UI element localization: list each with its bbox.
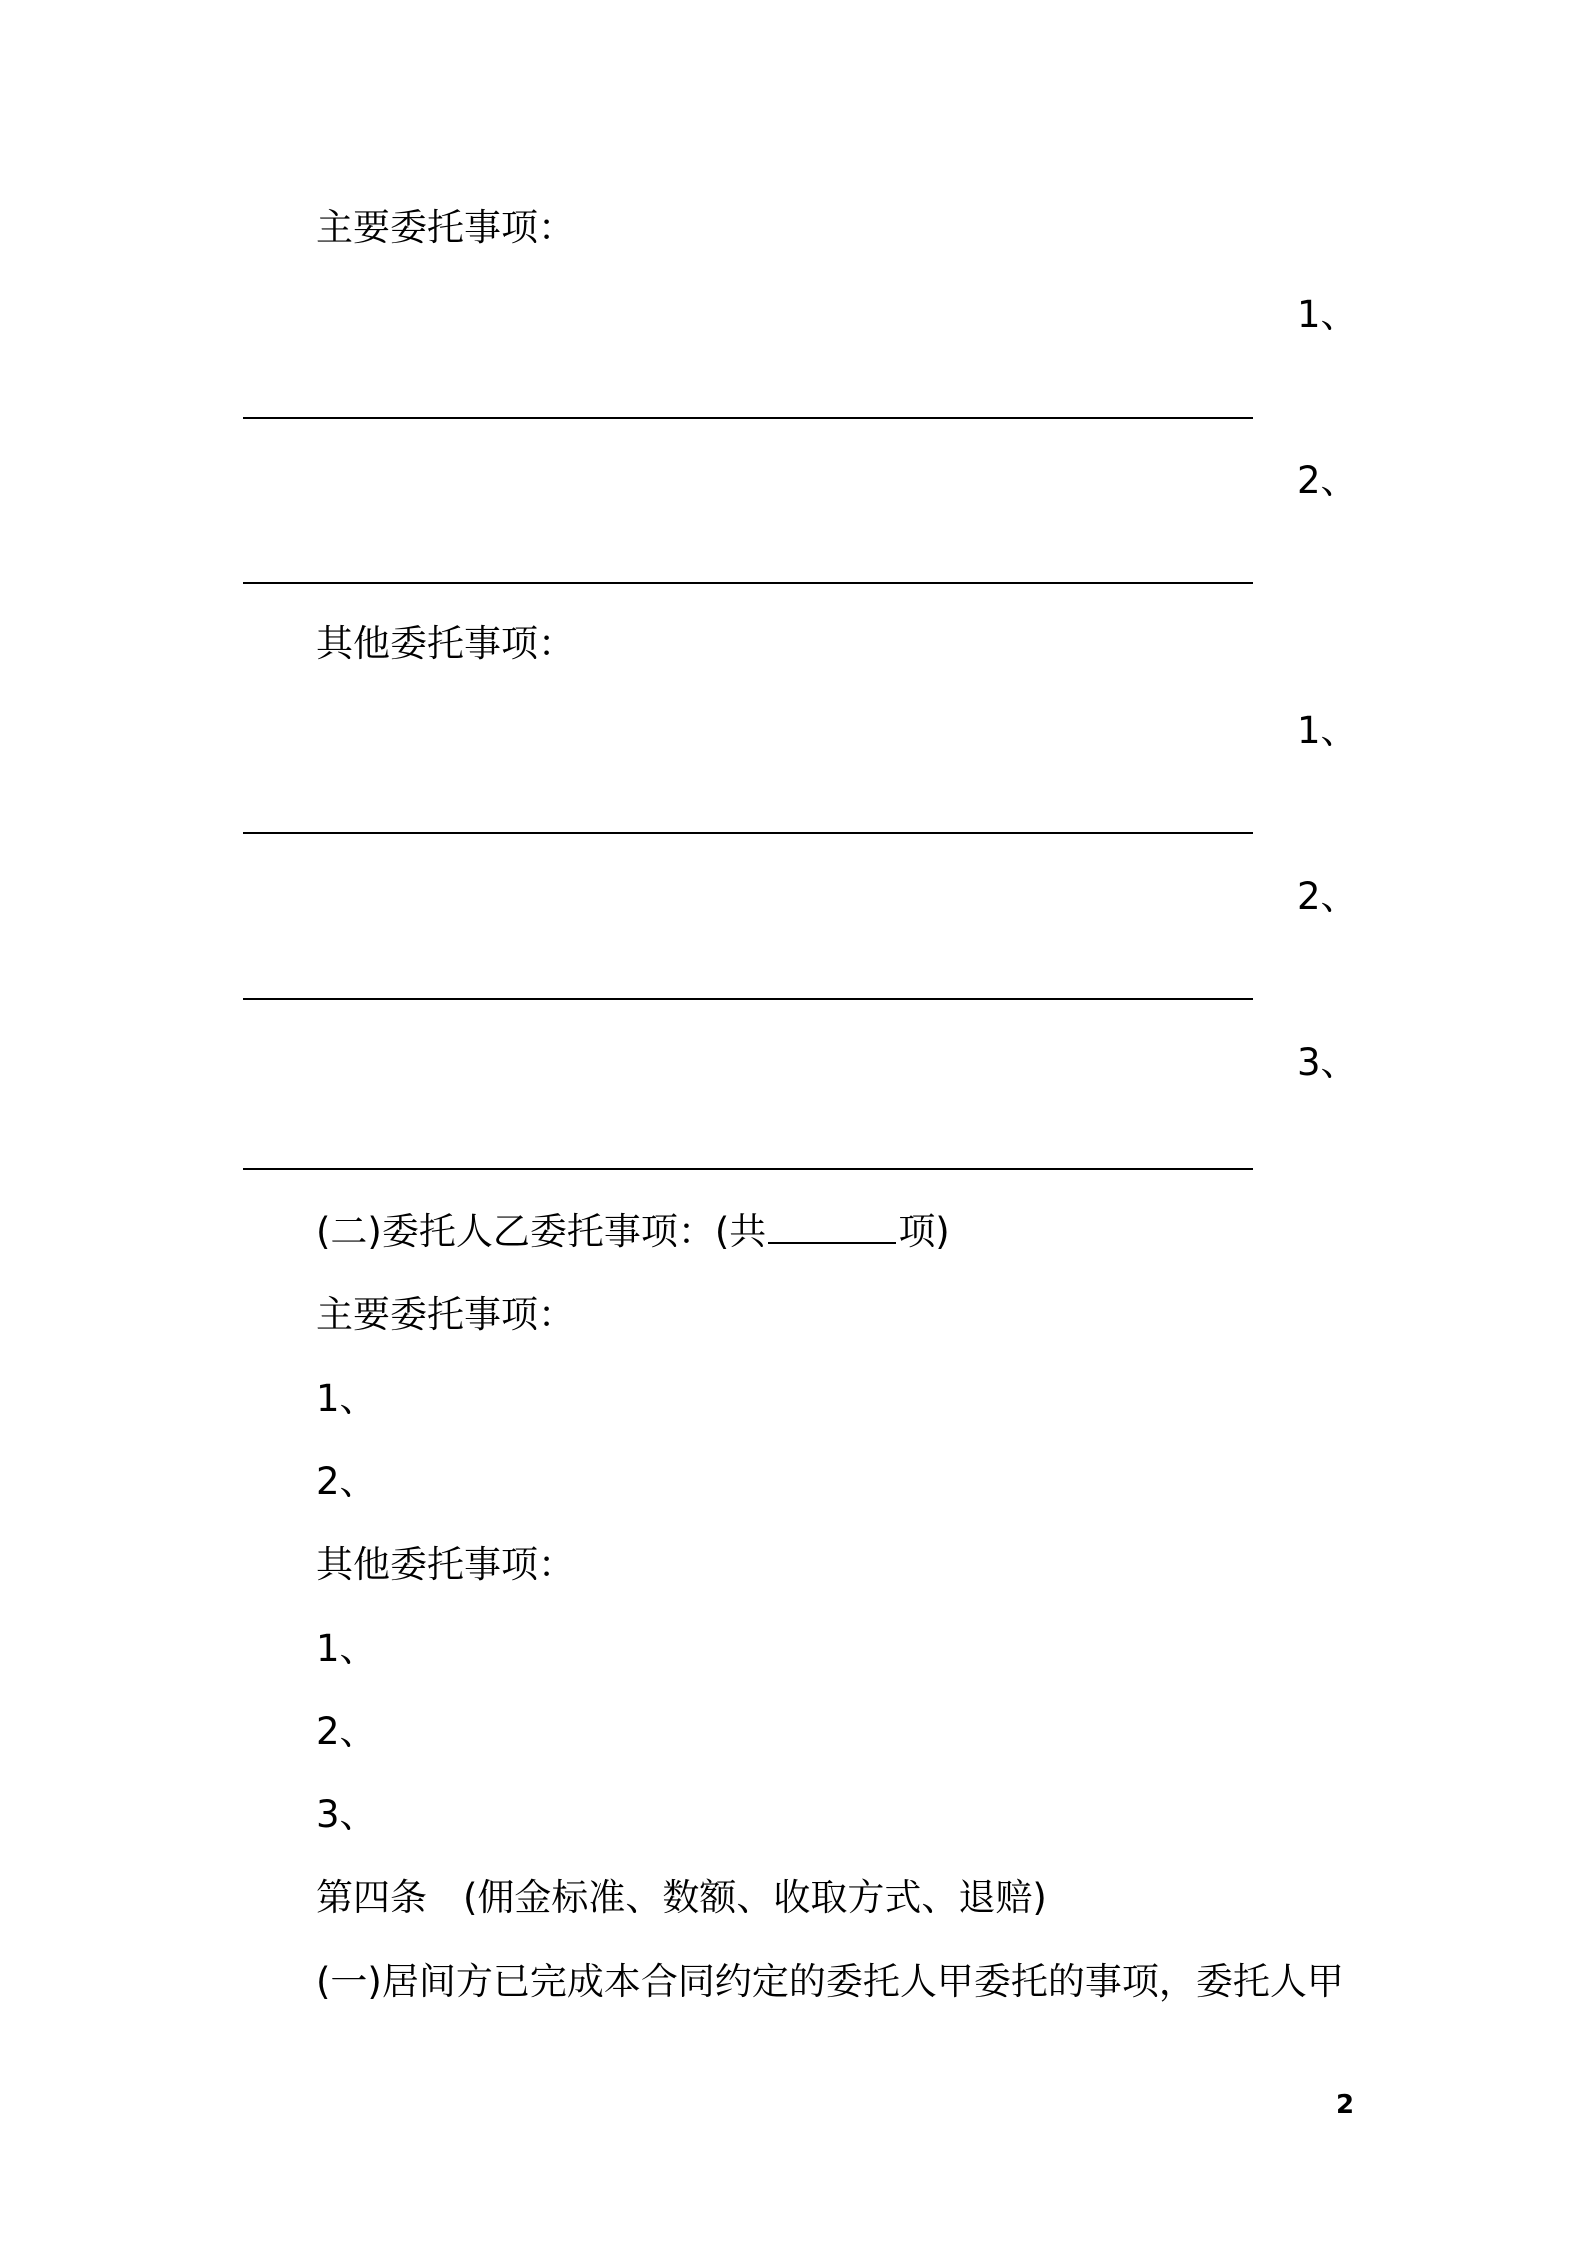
article-four-heading [316,1873,1047,1923]
party-b-main-item-2-number: 2、 [316,1460,377,1503]
party-b-other-heading: 其他委托事项： [316,1543,575,1586]
party-b-other-item-3-number: 3、 [316,1793,377,1836]
party-b-heading-prefix: (二)委托人乙委托事项：(共 [316,1210,767,1253]
party-b-main-heading: 主要委托事项： [316,1293,575,1336]
party-a-other-item-3-blank-line [243,1168,1253,1170]
article-four-title: (佣金标准、数额、收取方式、退赔) [463,1876,1047,1919]
party-a-main-item-2-number: 2、 [1297,459,1358,502]
party-b-heading-suffix: 项) [898,1210,950,1253]
article-four-clause-one: (一)居间方已完成本合同约定的委托人甲委托的事项，委托人甲 [316,1960,1344,2003]
party-a-main-item-1-number: 1、 [1297,293,1358,336]
party-a-other-heading: 其他委托事项： [316,622,575,665]
party-a-other-item-1-blank-line [243,832,1253,834]
party-b-heading [316,1207,950,1257]
party-b-main-item-1-number: 1、 [316,1377,377,1420]
party-a-other-item-2-number: 2、 [1297,875,1358,918]
party-a-other-item-3-number: 3、 [1297,1041,1358,1084]
party-a-other-item-2-blank-line [243,998,1253,1000]
party-a-other-item-1-number: 1、 [1297,709,1358,752]
party-a-main-item-1-blank-line [243,417,1253,419]
party-b-other-item-1-number: 1、 [316,1627,377,1670]
page-number: 2 [1336,2090,1355,2120]
article-four-label: 第四条 [316,1876,427,1919]
party-a-main-heading: 主要委托事项： [316,206,575,249]
party-a-main-item-2-blank-line [243,582,1253,584]
party-b-item-count-blank [768,1208,896,1244]
party-b-other-item-2-number: 2、 [316,1710,377,1753]
